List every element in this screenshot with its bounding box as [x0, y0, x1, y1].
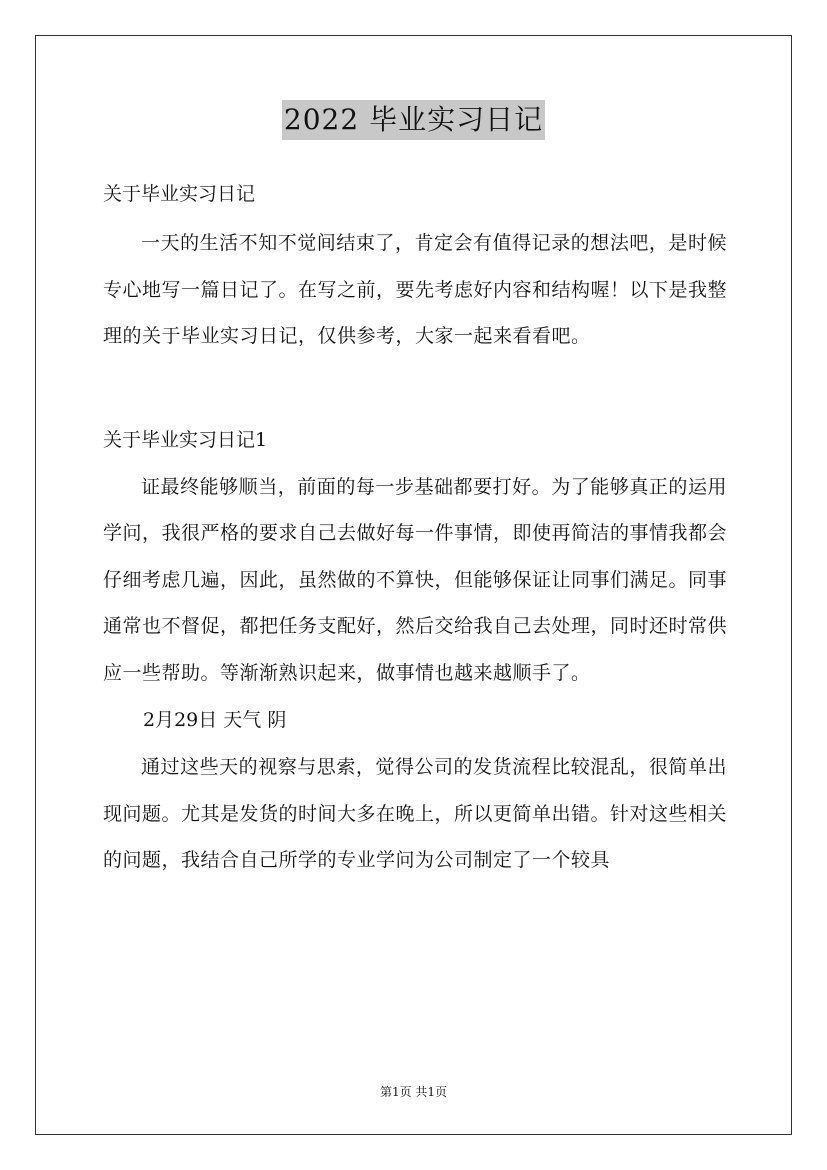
section-heading: 关于毕业实习日记1 — [103, 428, 268, 451]
page-footer: 第1页 共1页 — [379, 1085, 448, 1099]
title-container — [0, 100, 827, 140]
document-title: 2022 毕业实习日记 — [282, 100, 545, 140]
diary-date-line: 2月29日 天气 阴 — [143, 709, 287, 731]
intro-paragraph: 一天的生活不知不觉间结束了，肯定会有值得记录的想法吧，是时候专心地写一篇日记了。在写之前，要先考虑好内容和结构喔！以下是我整理的关于毕业实习日记，仅供参考，大家一起来看看吧。 — [103, 232, 728, 347]
section-spacer — [103, 360, 727, 416]
intro-heading: 关于毕业实习日记 — [103, 183, 256, 205]
section-paragraph-2: 通过这些天的视察与思索，觉得公司的发货流程比较混乱，很简单出现问题。尤其是发货的时间大多在晚上，所以更简单出错。针对这些相关的问题，我结合自己所学的专业学问为公司制定了一个较具 — [103, 756, 728, 871]
section-paragraph-1: 证最终能够顺当，前面的每一步基础都要打好。为了能够真正的运用学问，我很严格的要求自己去做好每一件事情，即使再简洁的事情我都会仔细考虑几遍，因此，虽然做的不算快，但能够保证让同事们满足。同事通常也不督促，都把任务支配好，然后交给我自己去处理，同时还时常供应一些帮助。等渐渐熟识起来，做事情也越来越顺手了。 — [103, 475, 728, 684]
document-body — [103, 170, 727, 884]
